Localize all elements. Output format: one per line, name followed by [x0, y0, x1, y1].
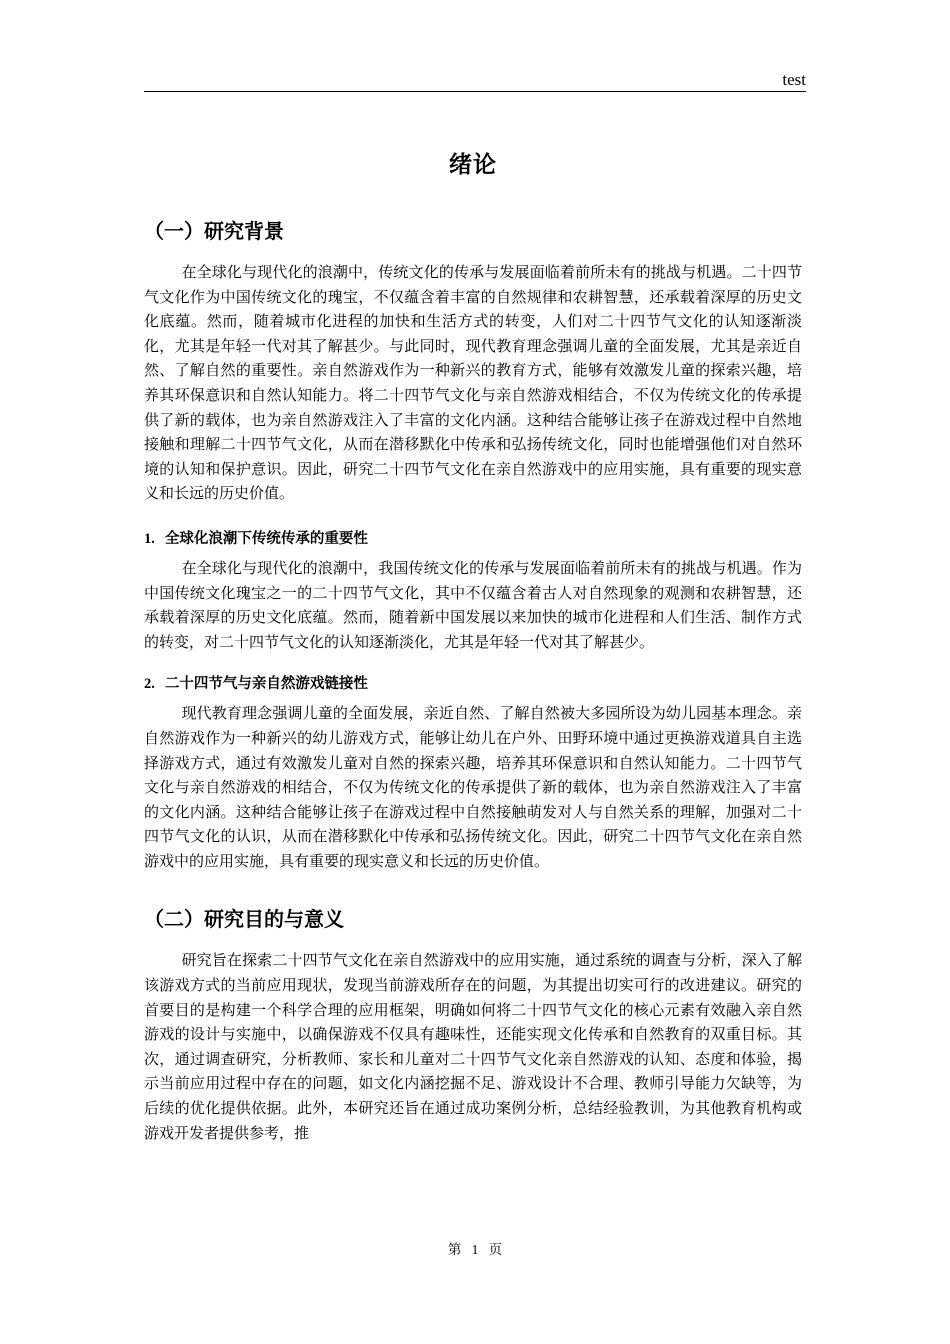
page-number: 1	[471, 1242, 479, 1257]
page-title: 绪论	[449, 151, 497, 178]
section-paragraph-purpose: 研究旨在探索二十四节气文化在亲自然游戏中的应用实施，通过系统的调查与分析，深入了解该游戏方式的当前应用现状，发现当前游戏所存在的问题，为其提出切实可行的改进建议。研究的首要目的是构建一个科学合理的应用框架，明确如何将二十四节气文化的核心元素有效融入亲自然游戏的设计与实施中，以确保游戏不仅具有趣味性，还能实现文化传承和自然教育的双重目标。其次，通过调查研究，分析教师、家长和儿童对二十四节气文化亲自然游戏的认知、态度和体验，揭示当前应用过程中存在的问题，如文化内涵挖掘不足、游戏设计不合理、教师引导能力欠缺等，为后续的优化提供依据。此外，本研究还旨在通过成功案例分析，总结经验教训，为其他教育机构或游戏开发者提供参考，推	[144, 951, 802, 1142]
subsection-title: 二十四节气与亲自然游戏链接性	[164, 675, 368, 693]
header-rule	[144, 91, 806, 92]
footer-suffix: 页	[488, 1242, 503, 1258]
subsection-title: 全球化浪潮下传统传承的重要性	[164, 529, 368, 547]
section-paragraph-background: 在全球化与现代化的浪潮中，传统文化的传承与发展面临着前所未有的挑战与机遇。二十四节气文化作为中国传统文化的瑰宝，不仅蕴含着丰富的自然规律和农耕智慧，还承载着深厚的历史文化底蕴。然而，随着城市化进程的加快和生活方式的转变，人们对二十四节气文化的认知逐渐淡化，尤其是年轻一代对其了解甚少。与此同时，现代教育理念强调儿童的全面发展，尤其是亲近自然、了解自然的重要性。亲自然游戏作为一种新兴的教育方式，能够有效激发儿童的探索兴趣，培养其环保意识和自然认知能力。将二十四节气文化与亲自然游戏相结合，不仅为传统文化的传承提供了新的载体，也为亲自然游戏注入了丰富的文化内涵。这种结合能够让孩子在游戏过程中自然地接触和理解二十四节气文化，从而在潜移默化中传承和弘扬传统文化，同时也能增强他们对自然环境的认知和保护意识。因此，研究二十四节气文化在亲自然游戏中的应用实施，具有重要的现实意义和长远的历史价值。	[144, 263, 802, 503]
subsection-heading-1	[144, 527, 802, 548]
subsection-paragraph-1: 在全球化与现代化的浪潮中，我国传统文化的传承与发展面临着前所未有的挑战与机遇。作为中国传统文化瑰宝之一的二十四节气文化，其中不仅蕴含着古人对自然现象的观测和农耕智慧，还承载着深厚的历史文化底蕴。然而，随着新中国发展以来加快的城市化进程和人们生活、制作方式的转变，对二十四节气文化的认知逐渐淡化，尤其是年轻一代对其了解甚少。	[144, 558, 802, 651]
subsection-number: 1.	[144, 530, 155, 547]
page-header-text: test	[782, 70, 806, 89]
footer-prefix: 第	[447, 1242, 462, 1258]
page-footer	[0, 1238, 950, 1258]
section-heading-background: （一）研究背景	[144, 219, 284, 243]
document-body	[144, 146, 802, 1145]
subsection-paragraph-2: 现代教育理念强调儿童的全面发展，亲近自然、了解自然被大多园所设为幼儿园基本理念。亲自然游戏作为一种新兴的幼儿游戏方式，能够让幼儿在户外、田野环境中通过更换游戏道具自主选择游戏方式，通过有效激发儿童对自然的探索兴趣，培养其环保意识和自然认知能力。二十四节气文化与亲自然游戏的相结合，不仅为传统文化的传承提供了新的载体，也为亲自然游戏注入了丰富的文化内涵。这种结合能够让孩子在游戏过程中自然接触萌发对人与自然关系的理解，加强对二十四节气文化的认识，从而在潜移默化中传承和弘扬传统文化。因此，研究二十四节气文化在亲自然游戏中的应用实施，具有重要的现实意义和长远的历史价值。	[144, 704, 802, 870]
section-heading-purpose: （二）研究目的与意义	[144, 907, 344, 932]
subsection-number: 2.	[144, 676, 155, 693]
subsection-heading-2	[144, 672, 802, 693]
